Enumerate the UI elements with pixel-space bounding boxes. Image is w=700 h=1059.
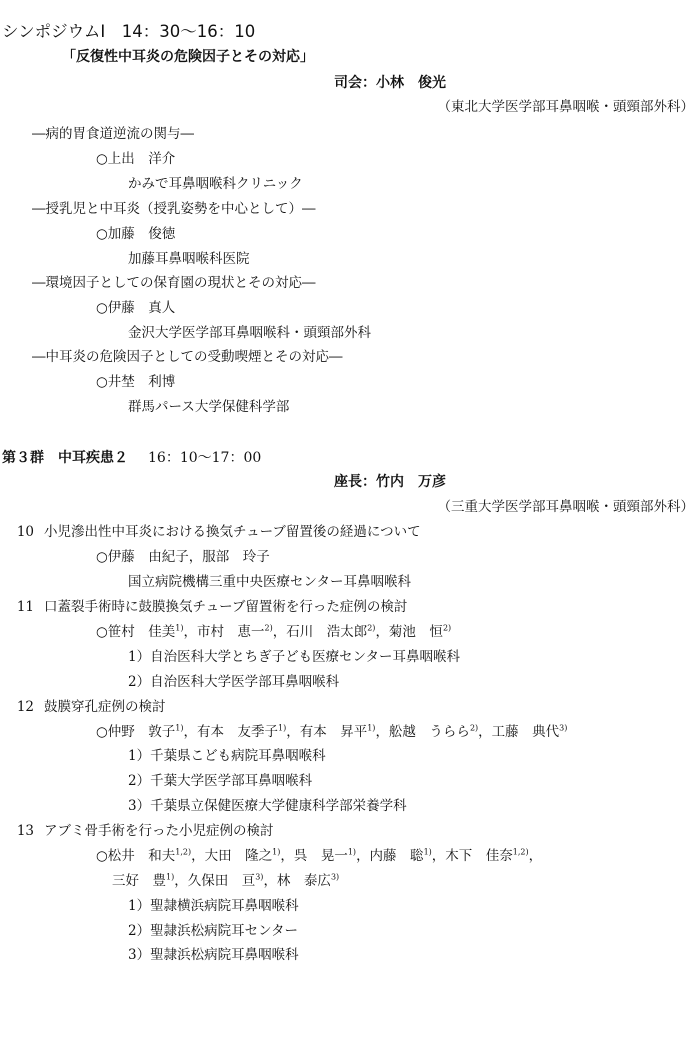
author: ，林 泰広 (263, 873, 331, 889)
presentation-number: 11 (16, 599, 34, 615)
author: ，市村 恵一 (183, 624, 265, 640)
author: ，石川 浩太郎 (272, 624, 368, 640)
presentation-title (10, 597, 407, 617)
affiliation-mark: 3) (255, 872, 264, 882)
presentation-title-text: 鼓膜穿孔症例の検討 (44, 699, 166, 715)
presentation-title (10, 697, 166, 717)
author: ，大田 隆之 (191, 848, 273, 864)
author: ○笹村 佳美 (96, 624, 176, 640)
presentation-number: 13 (16, 823, 34, 839)
talk-topic: ―授乳児と中耳炎（授乳姿勢を中心として）― (32, 201, 316, 217)
affiliation-mark: 1) (175, 723, 184, 733)
author: ，久保田 亘 (174, 873, 256, 889)
separator: ， (528, 848, 543, 864)
talk-speaker: ○井埜 利博 (96, 374, 176, 390)
presentation-title (10, 522, 421, 542)
author: ，呉 晃一 (280, 848, 348, 864)
presentation-title-text: アブミ骨手術を行った小児症例の検討 (44, 823, 274, 839)
presentation-affiliation: 3）千葉県立保健医療大学健康科学部栄養学科 (128, 798, 407, 814)
affiliation-mark: 1) (175, 623, 184, 633)
affiliation-mark: 3) (330, 872, 340, 882)
presentation-affiliation: 3）聖隷浜松病院耳鼻咽喉科 (128, 947, 299, 963)
presentation-title-text: 小児滲出性中耳炎における換気チューブ留置後の経過について (44, 524, 421, 540)
author: ，内藤 聡 (356, 848, 424, 864)
symposium-title: 「反復性中耳炎の危険因子とその対応」 (62, 49, 314, 65)
presentation-title-text: 口蓋裂手術時に鼓膜換気チューブ留置術を行った症例の検討 (44, 599, 408, 615)
presentation-title (10, 821, 274, 841)
talk-topic: ―病的胃食道逆流の関与― (32, 126, 194, 142)
presentation-authors (96, 622, 451, 642)
presentation-authors-continued (112, 871, 339, 891)
session-time: 16：10〜17：00 (148, 450, 262, 466)
talk-topic: ―環境因子としての保育園の現状とその対応― (32, 275, 316, 291)
presentation-authors: ○伊藤 由紀子，服部 玲子 (96, 549, 270, 565)
presentation-affiliation: 2）自治医科大学医学部耳鼻咽喉科 (128, 674, 340, 690)
affiliation-mark: 1) (278, 723, 287, 733)
presentation-number: 10 (16, 524, 34, 540)
affiliation-mark: 2) (469, 723, 479, 733)
talk-affiliation: かみで耳鼻咽喉科クリニック (128, 176, 303, 192)
presentation-affiliation: 1）自治医科大学とちぎ子ども医療センター耳鼻咽喉科 (128, 649, 461, 665)
affiliation-mark: 3) (559, 723, 568, 733)
presentation-affiliation: 2）千葉大学医学部耳鼻咽喉科 (128, 773, 313, 789)
talk-topic: ―中耳炎の危険因子としての受動喫煙とその対応― (32, 349, 343, 365)
author: ○仲野 敦子 (96, 724, 176, 740)
presentation-number: 12 (16, 699, 34, 715)
author: ，木下 佳奈 (431, 848, 513, 864)
author: ，舩越 うらら (375, 724, 470, 740)
affiliation-mark: 1,2) (512, 847, 529, 857)
affiliation-mark: 2) (442, 623, 452, 633)
affiliation-mark: 1) (423, 847, 432, 857)
talk-speaker: ○上出 洋介 (96, 151, 176, 167)
session-title: 第３群 中耳疾患２ (2, 450, 128, 466)
affiliation-mark: 1,2) (175, 847, 192, 857)
affiliation-mark: 2) (264, 623, 273, 633)
presentation-affiliation: 1）千葉県こども病院耳鼻咽喉科 (128, 748, 326, 764)
presentation-authors (96, 846, 542, 866)
author: ，有本 友季子 (183, 724, 278, 740)
affiliation-mark: 2) (367, 623, 376, 633)
talk-affiliation: 群馬パース大学保健科学部 (128, 399, 290, 415)
session-chair: 座長：竹内 万彦 (334, 474, 446, 490)
symposium-heading: シンポジウムⅠ 14：30〜16：10 (2, 22, 256, 41)
author: ○松井 和夫 (96, 848, 176, 864)
affiliation-mark: 1) (166, 872, 175, 882)
presentation-affiliation: 1）聖隷横浜病院耳鼻咽喉科 (128, 898, 299, 914)
affiliation-mark: 1) (347, 847, 357, 857)
talk-speaker: ○加藤 俊徳 (96, 226, 176, 242)
author: ，有本 昇平 (286, 724, 368, 740)
presentation-affiliation: 国立病院機構三重中央医療センター耳鼻咽喉科 (128, 574, 411, 590)
talk-affiliation: 加藤耳鼻咽喉科医院 (128, 251, 250, 267)
session-heading (2, 448, 261, 468)
presentation-authors (96, 722, 567, 742)
author: ，菊池 恒 (375, 624, 443, 640)
author: 三好 豊 (112, 873, 166, 889)
talk-affiliation: 金沢大学医学部耳鼻咽喉科・頭頸部外科 (128, 325, 371, 341)
author: ，工藤 典代 (478, 724, 560, 740)
session-chair-affiliation: （三重大学医学部耳鼻咽喉・頭頸部外科） (437, 499, 694, 515)
talk-speaker: ○伊藤 真人 (96, 300, 176, 316)
symposium-chair-affiliation: （東北大学医学部耳鼻咽喉・頭頸部外科） (437, 99, 694, 115)
presentation-affiliation: 2）聖隷浜松病院耳センター (128, 923, 299, 939)
symposium-chair: 司会：小林 俊光 (334, 75, 446, 91)
affiliation-mark: 1) (367, 723, 376, 733)
affiliation-mark: 1) (272, 847, 281, 857)
